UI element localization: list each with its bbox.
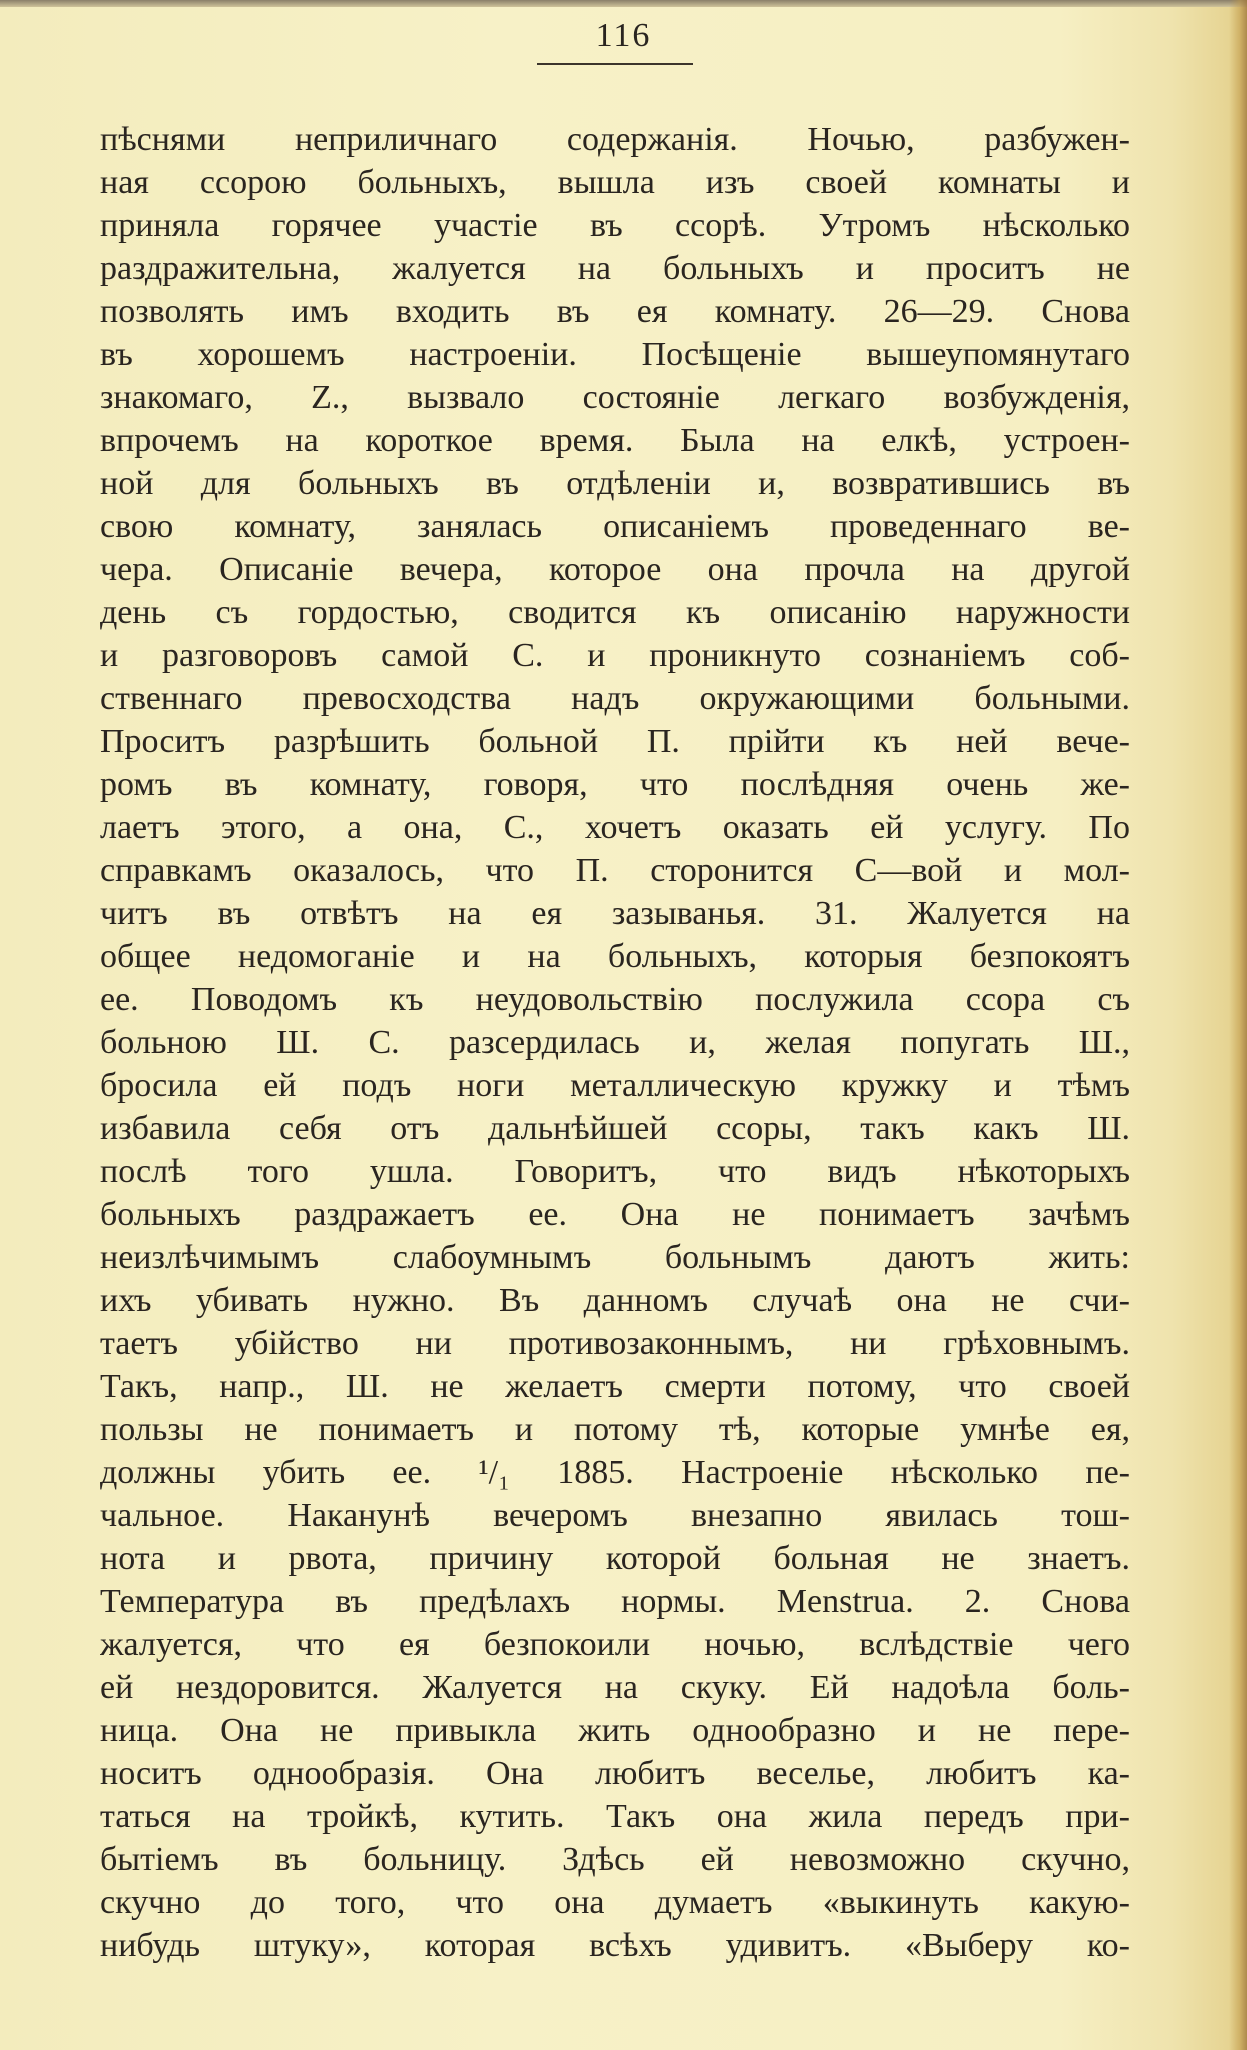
body-text bbox=[100, 118, 1130, 1967]
text-line: избавила себя отъ дальнѣйшей ссоры, такъ какъ Ш. bbox=[100, 1110, 1130, 1147]
text-line: ной для больныхъ въ отдѣленіи и, возвратившись въ bbox=[100, 465, 1130, 502]
text-line: впрочемъ на короткое время. Была на елкѣ, устроен- bbox=[100, 422, 1130, 459]
text-line: общее недомоганіе и на больныхъ, которыя безпокоятъ bbox=[100, 938, 1130, 975]
text-line: должны убить ее. ¹/₁ 1885. Настроеніе нѣсколько пе- bbox=[100, 1454, 1130, 1491]
text-line: Проситъ разрѣшить больной П. прійти къ ней вече- bbox=[100, 723, 1130, 760]
text-line: послѣ того ушла. Говоритъ, что видъ нѣкоторыхъ bbox=[100, 1153, 1130, 1190]
text-line: Температура въ предѣлахъ нормы. Menstrua. 2. Снова bbox=[100, 1583, 1130, 1620]
text-line: нота и рвота, причину которой больная не знаетъ. bbox=[100, 1540, 1130, 1577]
text-line: ей нездоровится. Жалуется на скуку. Ей надоѣла боль- bbox=[100, 1669, 1130, 1706]
text-line: бытіемъ въ больницу. Здѣсь ей невозможно скучно, bbox=[100, 1841, 1130, 1878]
text-line: ихъ убивать нужно. Въ данномъ случаѣ она не счи- bbox=[100, 1282, 1130, 1319]
text-line: и разговоровъ самой С. и проникнуто сознаніемъ соб- bbox=[100, 637, 1130, 674]
text-line: въ хорошемъ настроеніи. Посѣщеніе вышеупомянутаго bbox=[100, 336, 1130, 373]
text-line: день съ гордостью, сводится къ описанію наружности bbox=[100, 594, 1130, 631]
text-line: пользы не понимаетъ и потому тѣ, которые умнѣе ея, bbox=[100, 1411, 1130, 1448]
text-line: пѣснями неприличнаго содержанія. Ночью, разбужен- bbox=[100, 121, 1130, 158]
text-line: позволять имъ входить въ ея комнату. 26—29. Снова bbox=[100, 293, 1130, 330]
text-line: носитъ однообразія. Она любитъ веселье, любитъ ка- bbox=[100, 1755, 1130, 1792]
text-line: неизлѣчимымъ слабоумнымъ больнымъ даютъ жить: bbox=[100, 1239, 1130, 1276]
text-line: ственнаго превосходства надъ окружающими больными. bbox=[100, 680, 1130, 717]
text-line: скучно до того, что она думаетъ «выкинуть какую- bbox=[100, 1884, 1130, 1921]
text-line: нибудь штуку», которая всѣхъ удивитъ. «Выберу ко- bbox=[100, 1927, 1130, 1964]
header-rule bbox=[537, 63, 693, 65]
text-line: больныхъ раздражаетъ ее. Она не понимаетъ зачѣмъ bbox=[100, 1196, 1130, 1233]
page-top-edge bbox=[0, 0, 1247, 7]
text-line: ная ссорою больныхъ, вышла изъ своей комнаты и bbox=[100, 164, 1130, 201]
text-line: ее. Поводомъ къ неудовольствію послужила ссора съ bbox=[100, 981, 1130, 1018]
text-line: читъ въ отвѣтъ на ея зазыванья. 31. Жалуется на bbox=[100, 895, 1130, 932]
text-line: раздражительна, жалуется на больныхъ и проситъ не bbox=[100, 250, 1130, 287]
text-line: приняла горячее участіе въ ссорѣ. Утромъ нѣсколько bbox=[100, 207, 1130, 244]
text-line: чера. Описаніе вечера, которое она прочла на другой bbox=[100, 551, 1130, 588]
text-line: справкамъ оказалось, что П. сторонится С—вой и мол- bbox=[100, 852, 1130, 889]
text-line: чальное. Наканунѣ вечеромъ внезапно явилась тош- bbox=[100, 1497, 1130, 1534]
text-line: больною Ш. С. разсердилась и, желая попугать Ш., bbox=[100, 1024, 1130, 1061]
text-line: бросила ей подъ ноги металлическую кружку и тѣмъ bbox=[100, 1067, 1130, 1104]
page-header bbox=[0, 14, 1247, 58]
text-line: лаетъ этого, а она, С., хочетъ оказать ей услугу. По bbox=[100, 809, 1130, 846]
text-line: Такъ, напр., Ш. не желаетъ смерти потому, что своей bbox=[100, 1368, 1130, 1405]
text-line: ница. Она не привыкла жить однообразно и не пере- bbox=[100, 1712, 1130, 1749]
text-line: жалуется, что ея безпокоили ночью, вслѣдствіе чего bbox=[100, 1626, 1130, 1663]
text-line: свою комнату, занялась описаніемъ проведеннаго ве- bbox=[100, 508, 1130, 545]
text-line: таетъ убійство ни противозаконнымъ, ни грѣховнымъ. bbox=[100, 1325, 1130, 1362]
page-number: 116 bbox=[595, 17, 652, 54]
text-line: таться на тройкѣ, кутить. Такъ она жила передъ при- bbox=[100, 1798, 1130, 1835]
text-line: знакомаго, Z., вызвало состояніе легкаго возбужденія, bbox=[100, 379, 1130, 416]
page-right-edge-shadow bbox=[1229, 0, 1247, 2050]
text-line: ромъ въ комнату, говоря, что послѣдняя очень же- bbox=[100, 766, 1130, 803]
